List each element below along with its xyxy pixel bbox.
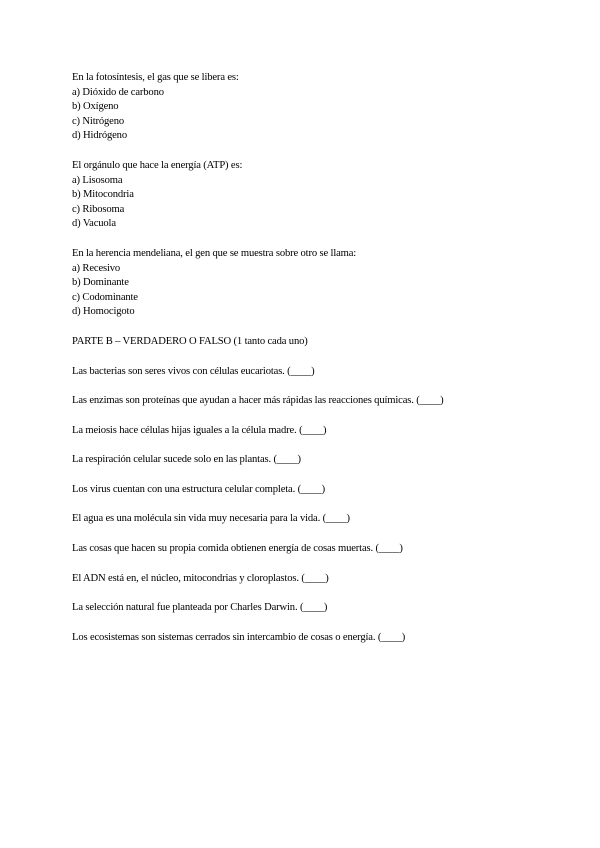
tf-statement-6: El agua es una molécula sin vida muy necesaria para la vida. (____)	[72, 513, 350, 525]
tf-statement-7: Las cosas que hacen su propia comida obtienen energía de cosas muertas. (____)	[72, 543, 403, 555]
option-d: d) Vacuola	[72, 218, 116, 230]
tf-statement-2: Las enzimas son proteínas que ayudan a hacer más rápidas las reacciones químicas. (____)	[72, 395, 444, 407]
option-a: a) Recesivo	[72, 262, 121, 274]
tf-statement-9: La selección natural fue planteada por Charles Darwin. (____)	[72, 602, 328, 614]
option-d: d) Hidrógeno	[72, 130, 127, 142]
question-3	[72, 247, 542, 320]
option-a: a) Lisosoma	[72, 174, 123, 186]
question-2	[72, 159, 542, 232]
option-c: c) Codominante	[72, 291, 138, 303]
option-c: c) Nitrógeno	[72, 115, 125, 127]
question-prompt: En la fotosíntesis, el gas que se libera es:	[72, 72, 239, 83]
tf-statement-3: La meiosis hace células hijas iguales a la célula madre. (____)	[72, 424, 327, 436]
option-c: c) Ribosoma	[72, 203, 125, 215]
option-a: a) Dióxido de carbono	[72, 86, 164, 98]
question-1	[72, 71, 542, 144]
option-b: b) Dominante	[72, 277, 129, 289]
true-false-list	[72, 365, 542, 646]
document-page	[72, 71, 542, 660]
option-d: d) Homocigoto	[72, 306, 135, 318]
tf-statement-4: La respiración celular sucede solo en las plantas. (____)	[72, 454, 301, 466]
tf-statement-10: Los ecosistemas son sistemas cerrados sin intercambio de cosas o energía. (____)	[72, 631, 406, 643]
tf-statement-1: Las bacterias son seres vivos con células eucariotas. (____)	[72, 365, 315, 377]
option-b: b) Mitocondria	[72, 189, 134, 201]
tf-statement-8: El ADN está en, el núcleo, mitocondrias y cloroplastos. (____)	[72, 572, 329, 584]
question-prompt: El orgánulo que hace la energía (ATP) es:	[72, 159, 243, 171]
question-prompt: En la herencia mendeliana, el gen que se muestra sobre otro se llama:	[72, 247, 357, 259]
tf-statement-5: Los virus cuentan con una estructura celular completa. (____)	[72, 483, 325, 495]
option-b: b) Oxígeno	[72, 101, 119, 113]
part-b-title: PARTE B – VERDADERO O FALSO (1 tanto cada uno)	[72, 335, 308, 347]
